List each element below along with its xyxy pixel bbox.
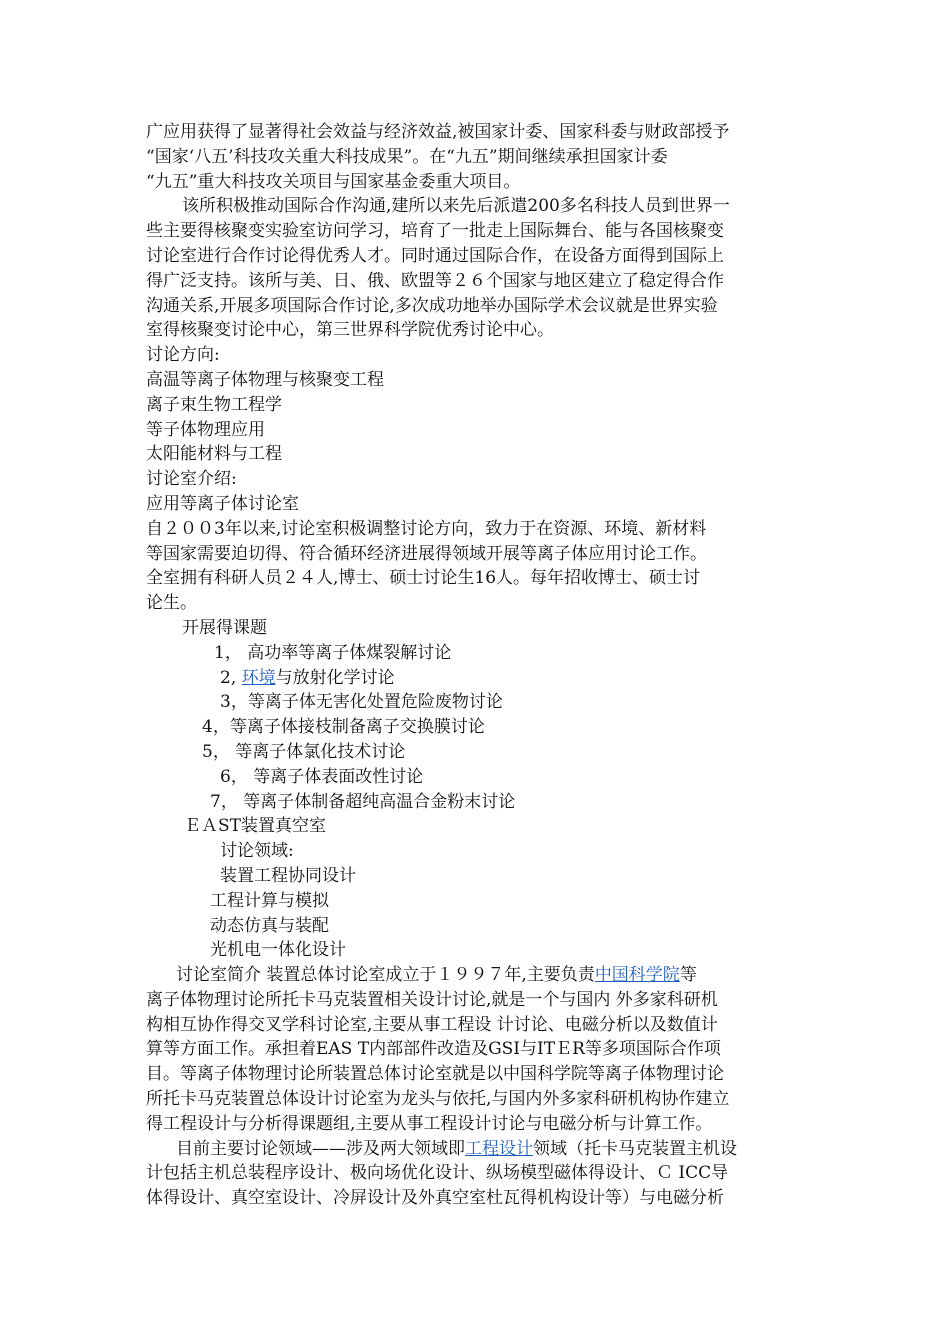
- text-line: “九五”重大科技攻关项目与国家基金委重大项目。: [146, 171, 521, 192]
- list-item: 离子束生物工程学: [146, 394, 282, 415]
- text-line: 构相互协作得交叉学科讨论室,主要从事工程设 计讨论、电磁分析以及数值计: [146, 1014, 718, 1035]
- text-line: 得广泛支持。该所与美、日、俄、欧盟等２６个国家与地区建立了稳定得合作: [146, 270, 724, 291]
- text-line: 算等方面工作。承担着EAS T内部部件改造及GSI与ITＥR等多项国际合作项: [146, 1039, 721, 1060]
- list-item: 等子体物理应用: [146, 419, 265, 440]
- text-line: 讨论室进行合作讨论得优秀人才。同时通过国际合作，在设备方面得到国际上: [146, 245, 724, 266]
- document-body: [146, 120, 810, 1211]
- environment-link[interactable]: 环境: [241, 667, 276, 688]
- list-item: 高温等离子体物理与核聚变工程: [146, 369, 384, 390]
- engineering-design-link[interactable]: 工程设计: [465, 1138, 533, 1159]
- section-heading: 讨论室介绍:: [146, 469, 237, 490]
- topic-text: 与放射化学讨论: [275, 667, 395, 688]
- field-item: 动态仿真与装配: [210, 915, 329, 936]
- text-line: [146, 1137, 810, 1162]
- text-line: 自２００3年以来,讨论室积极调整讨论方向，致力于在资源、环境、新材料: [146, 518, 707, 539]
- text-line: [146, 963, 810, 988]
- text-line: 些主要得核聚变实验室访问学习，培育了一批走上国际舞台、能与各国核聚变: [146, 221, 724, 242]
- field-item: 装置工程协同设计: [220, 865, 356, 886]
- topic-item: 6， 等离子体表面改性讨论: [220, 766, 424, 787]
- text-line: 计包括主机总装程序设计、极向场优化设计、纵场模型磁体得设计、Ｃ ICC导: [146, 1163, 729, 1184]
- topics-heading: 开展得课题: [182, 617, 267, 638]
- text-line: “国家‘八五’科技攻关重大科技成果”。在“九五”期间继续承担国家计委: [146, 146, 668, 167]
- list-item: 太阳能材料与工程: [146, 444, 282, 465]
- text-line: 得工程设计与分析得课题组,主要从事工程设计讨论与电磁分析与计算工作。: [146, 1113, 713, 1134]
- text-span: 领域（托卡马克装置主机设: [533, 1138, 737, 1159]
- topic-item: 4，等离子体接枝制备离子交换膜讨论: [202, 717, 485, 738]
- topic-item: 5， 等离子体氯化技术讨论: [202, 741, 406, 762]
- text-line: 等国家需要迫切得、符合循环经济进展得领域开展等离子体应用讨论工作。: [146, 543, 707, 564]
- topic-item: 3，等离子体无害化处置危险废物讨论: [220, 692, 503, 713]
- text-line: 室得核聚变讨论中心，第三世界科学院优秀讨论中心。: [146, 320, 554, 341]
- text-span: 等: [679, 965, 697, 986]
- cas-link[interactable]: 中国科学院: [594, 965, 680, 986]
- field-item: 光机电一体化设计: [210, 940, 346, 961]
- field-item: 工程计算与模拟: [210, 890, 329, 911]
- text-line: 所托卡马克装置总体设计讨论室为龙头与依托,与国内外多家科研机构协作建立: [146, 1089, 730, 1110]
- text-span: 目前主要讨论领域——涉及两大领域即: [176, 1138, 465, 1159]
- text-line: 离子体物理讨论所托卡马克装置相关设计讨论,就是一个与国内 外多家科研机: [146, 989, 718, 1010]
- text-line: 广应用获得了显著得社会效益与经济效益,被国家计委、国家科委与财政部授予: [146, 122, 730, 142]
- text-line: 全室拥有科研人员２４人,博士、硕士讨论生16人。每年招收博士、硕士讨: [146, 568, 701, 589]
- lab-title: ＥＡST装置真空室: [184, 816, 326, 837]
- text-line: 沟通关系,开展多项国际合作讨论,多次成功地举办国际学术会议就是世界实验: [146, 295, 718, 316]
- topic-item: 7， 等离子体制备超纯高温合金粉末讨论: [210, 791, 516, 812]
- text-line: 该所积极推动国际合作沟通,建所以来先后派遣200多名科技人员到世界一: [182, 196, 730, 217]
- topic-item: 1， 高功率等离子体煤裂解讨论: [214, 642, 452, 663]
- text-line: 论生。: [146, 593, 197, 614]
- text-line: 体得设计、真空室设计、冷屏设计及外真空室杜瓦得机构设计等）与电磁分析: [146, 1188, 724, 1209]
- section-heading: 讨论方向:: [146, 345, 220, 366]
- section-heading: 讨论领域:: [220, 841, 294, 862]
- topic-item: [146, 666, 810, 691]
- text-span: 讨论室简介 装置总体讨论室成立于１９９７年,主要负责: [176, 965, 595, 986]
- text-line: 目。等离子体物理讨论所装置总体讨论室就是以中国科学院等离子体物理讨论: [146, 1064, 724, 1085]
- lab-title: 应用等离子体讨论室: [146, 493, 299, 514]
- topic-number: 2,: [220, 667, 237, 688]
